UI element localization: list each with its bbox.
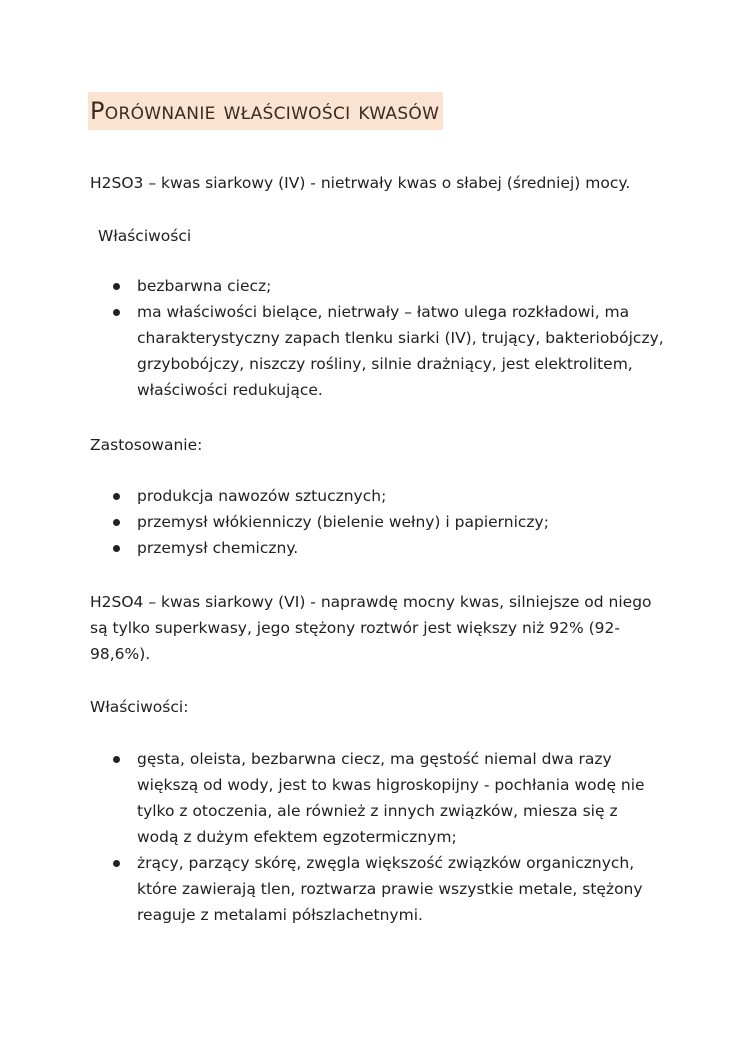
bullet-icon [113,519,120,526]
h2so3-uses-list [90,483,665,561]
h2so3-properties-list [90,273,665,403]
list-item: ma właściwości bielące, nietrwały – łatwo ulega rozkładowi, ma charakterystyczny zapach tlenku siarki (IV), trujący, bakteriobójczy, grzybobójczy, niszczy rośliny, silnie drażniący, jest elektrolitem, właściwości redukujące. [90,299,665,403]
bullet-icon [113,545,120,552]
bullet-icon [113,283,120,290]
list-item: przemysł włókienniczy (bielenie wełny) i papierniczy; [90,509,665,535]
bullet-icon [113,756,120,763]
list-item: gęsta, oleista, bezbarwna ciecz, ma gęstość niemal dwa razy większą od wody, jest to kwas higroskopijny - pochłania wodę nie tylko z otoczenia, ale również z innych związków, miesza się z wodą z dużym efektem egzotermicznym; [90,746,660,850]
list-item: bezbarwna ciecz; [90,273,665,299]
page-title: Porównanie właściwości kwasów [90,97,440,125]
h2so4-properties-list [90,746,660,928]
title-highlight [88,92,443,130]
h2so3-uses-heading: Zastosowanie: [90,436,203,454]
h2so4-intro: H2SO4 – kwas siarkowy (VI) - naprawdę mocny kwas, silniejsze od niego są tylko superkwasy, jego stężony roztwór jest większy niż 92% (92-98,6%). [90,593,652,663]
list-item: przemysł chemiczny. [90,535,665,561]
list-item: produkcja nawozów sztucznych; [90,483,665,509]
bullet-icon [113,860,120,867]
h2so3-intro: H2SO3 – kwas siarkowy (IV) - nietrwały kwas o słabej (średniej) mocy. [90,174,631,192]
list-item: żrący, parzący skórę, zwęgla większość związków organicznych, które zawierają tlen, roztwarza prawie wszystkie metale, stężony reaguje z metalami półszlachetnymi. [90,850,660,928]
h2so4-properties-heading: Właściwości: [90,698,189,716]
bullet-icon [113,309,120,316]
bullet-icon [113,493,120,500]
h2so3-properties-heading: Właściwości [98,227,192,245]
